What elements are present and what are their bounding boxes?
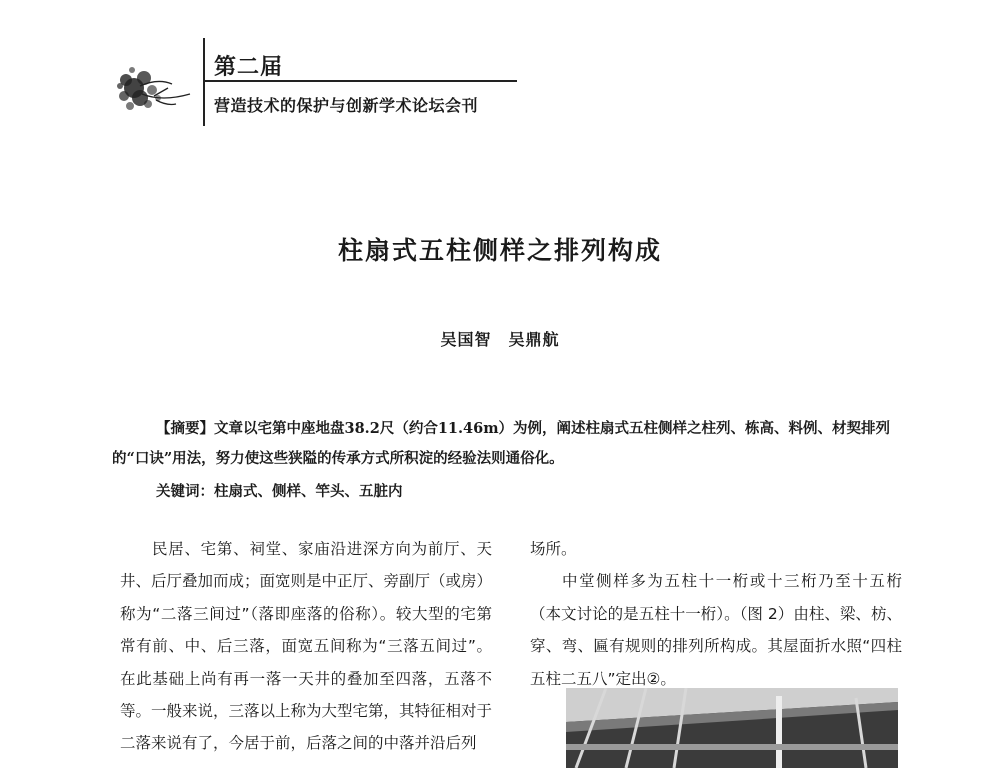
edition-label: 第二届	[214, 55, 284, 80]
figure-photo	[566, 688, 898, 768]
abstract	[112, 414, 902, 473]
body-paragraph-continuation: 场所。	[530, 540, 577, 558]
header-vertical-rule	[203, 38, 205, 126]
keywords-label: 关键词：	[156, 484, 214, 500]
article-title: 柱扇式五柱侧样之排列构成	[337, 236, 662, 265]
ink-painting-decoration	[112, 58, 192, 120]
body-left-column	[120, 533, 492, 760]
abstract-label: 【摘要】	[156, 421, 214, 437]
abstract-text: 文章以宅第中座地盘38.2尺（约合11.46m）为例，阐述柱扇式五柱侧样之柱列、栋高、料例、材契排列的“口诀”用法，努力使这些狭隘的传承方式所积淀的经验法则通俗化。	[112, 420, 891, 467]
timber-roof-photo	[566, 688, 898, 768]
body-right-column	[530, 533, 902, 695]
proceedings-title: 营造技术的保护与创新学术论坛会刊	[214, 96, 479, 115]
body-paragraph: 民居、宅第、祠堂、家庙沿进深方向为前厅、天井、后厅叠加而成；面宽则是中正厅、旁副厅（或房）称为“二落三间过”（落即座落的俗称）。较大型的宅第常有前、中、后三落，面宽五间称为“三落五间过”。在此基础上尚有再一落一天井的叠加至四落，五落不等。一般来说，三落以上称为大型宅第，其特征相对于二落来说有了，今居于前，后落之间的中落并沿后列	[120, 540, 493, 753]
keywords	[156, 480, 403, 501]
body-paragraph: 中堂侧样多为五柱十一桁或十三桁乃至十五桁（本文讨论的是五柱十一桁）。（图 2）由柱、梁、枋、穿、弯、匾有规则的排列所构成。其屋面折水照“四柱五柱二五八”定出②。	[530, 572, 902, 688]
article-authors: 吴国智 吴鼎航	[440, 330, 560, 349]
keywords-text: 柱扇式、侧样、竿头、五脏内	[214, 483, 403, 500]
